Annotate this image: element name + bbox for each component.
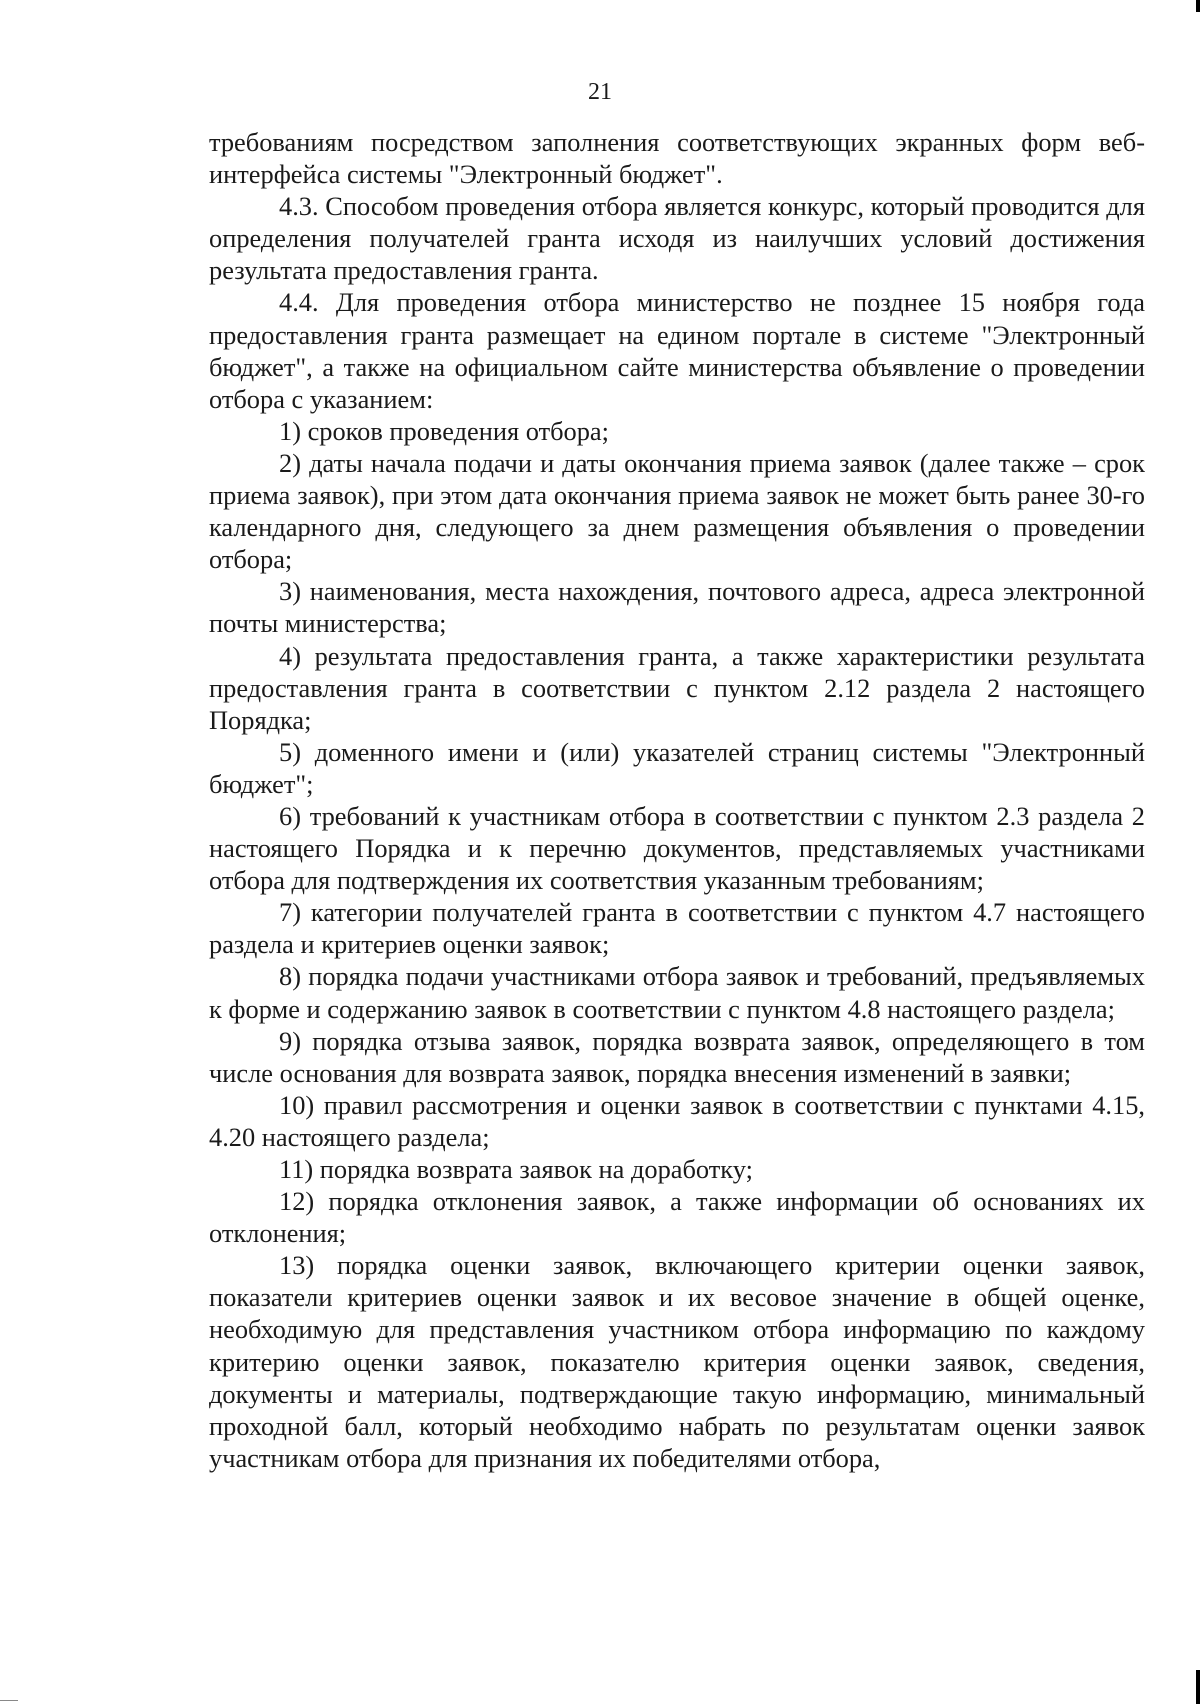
- list-item-6: 6) требований к участникам отбора в соответствии с пунктом 2.3 раздела 2 настоящего Порядка и к перечню документов, представляемых участниками отбора для подтверждения их соответствия указанным требованиям;: [209, 800, 1145, 896]
- list-item-9: 9) порядка отзыва заявок, порядка возврата заявок, определяющего в том числе основания для возврата заявок, порядка внесения изменений в заявки;: [209, 1025, 1145, 1088]
- scan-edge-mark-bottom: [1196, 1670, 1200, 1704]
- scan-edge-tick: [0, 1700, 18, 1701]
- list-item-4: 4) результата предоставления гранта, а также характеристики результата предоставления гранта в соответствии с пунктом 2.12 раздела 2 настоящего Порядка;: [209, 640, 1145, 735]
- list-item-12: 12) порядка отклонения заявок, а также информации об основаниях их отклонения;: [209, 1186, 1145, 1249]
- list-item-3: 3) наименования, места нахождения, почтового адреса, адреса электронной почты министерства;: [209, 576, 1145, 639]
- list-item-13: 13) порядка оценки заявок, включающего критерии оценки заявок, показатели критериев оценки заявок и их весовое значение в общей оценке, необходимую для представления участником отбора информацию по каждому критерию оценки заявок, показателю критерия оценки заявок, сведения, документы и материалы, подтверждающие такую информацию, минимальный проходной балл, который необходимо набрать по результатам оценки заявок участникам отбора для признания их победителями отбора,: [209, 1250, 1145, 1473]
- paragraph-4-3: 4.3. Способом проведения отбора является конкурс, который проводится для определения получателей гранта исходя из наилучших условий достижения результата предоставления гранта.: [209, 191, 1145, 286]
- page-number: 21: [588, 79, 612, 105]
- list-item-2: 2) даты начала подачи и даты окончания приема заявок (далее также – срок приема заявок), при этом дата окончания приема заявок не может быть ранее 30-го календарного дня, следующего за днем размещения объявления о проведении отбора;: [209, 447, 1145, 575]
- paragraph-4-4: 4.4. Для проведения отбора министерство не позднее 15 ноября года предоставления гранта размещает на едином портале в системе "Электронный бюджет", а также на официальном сайте министерства объявление о проведении отбора с указанием:: [209, 287, 1145, 414]
- document-body: [209, 126, 1145, 1474]
- list-item-11: 11) порядка возврата заявок на доработку;: [279, 1154, 753, 1184]
- scan-edge-mark-top: [1196, 0, 1200, 12]
- list-item-10: 10) правил рассмотрения и оценки заявок в соответствии с пунктами 4.15, 4.20 настоящего раздела;: [209, 1089, 1145, 1152]
- list-item-7: 7) категории получателей гранта в соответствии с пунктом 4.7 настоящего раздела и критериев оценки заявок;: [209, 897, 1145, 960]
- list-item-1: 1) сроков проведения отбора;: [279, 415, 609, 446]
- paragraph-continuation: требованиям посредством заполнения соответствующих экранных форм веб-интерфейса системы "Электронный бюджет".: [209, 127, 1145, 190]
- list-item-8: 8) порядка подачи участниками отбора заявок и требований, предъявляемых к форме и содержанию заявок в соответствии с пунктом 4.8 настоящего раздела;: [209, 961, 1145, 1024]
- list-item-5: 5) доменного имени и (или) указателей страниц системы "Электронный бюджет";: [209, 736, 1145, 799]
